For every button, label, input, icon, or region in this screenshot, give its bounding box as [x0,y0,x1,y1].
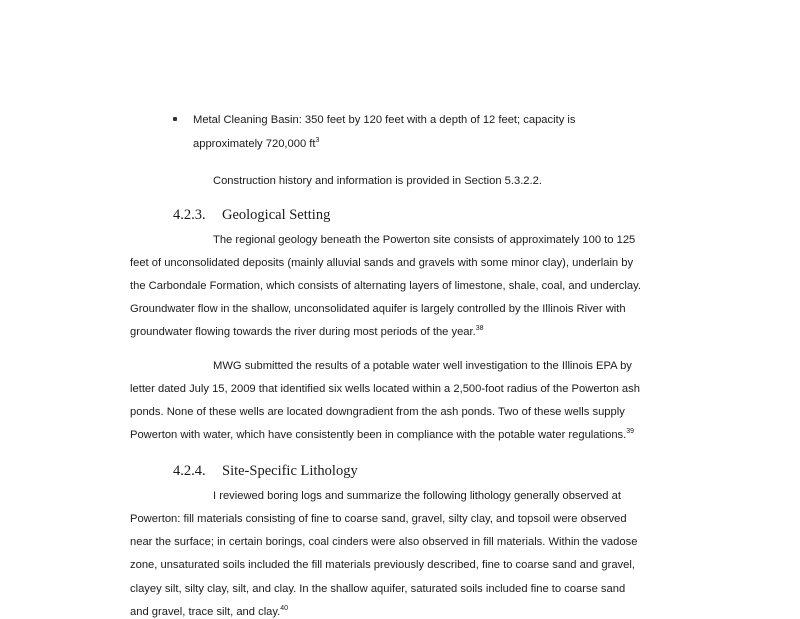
paragraph-line: the Carbondale Formation, which consists of alternating layers of limestone, shale, coal, and underclay. [130,280,641,292]
paragraph-line: letter dated July 15, 2009 that identified six wells located within a 2,500-foot radius of the Powerton ash [130,383,640,395]
section-number: 4.2.3. [173,207,206,223]
paragraph-line: MWG submitted the results of a potable water well investigation to the Illinois EPA by [213,360,632,372]
bullet-line-2-text: approximately 720,000 ft [193,138,316,150]
paragraph-text: and gravel, trace silt, and clay. [130,606,281,618]
section-title: Site-Specific Lithology [222,463,358,479]
section-heading-geological-setting [173,206,330,224]
paragraph-line [130,325,484,339]
paragraph-line [130,605,288,619]
bullet-line-1: Metal Cleaning Basin: 350 feet by 120 feet with a depth of 12 feet; capacity is [193,114,576,126]
paragraph-line: Groundwater flow in the shallow, unconsolidated aquifer is largely controlled by the Illinois River with [130,303,626,315]
footnote-ref-38: 38 [475,325,484,332]
bullet-marker [173,117,177,121]
construction-note: Construction history and information is provided in Section 5.3.2.2. [213,175,542,187]
paragraph-line: feet of unconsolidated deposits (mainly alluvial sands and gravels with some minor clay), underlain by [130,257,634,269]
paragraph-line: zone, unsaturated soils included the fill materials previously described, fine to coarse sand and gravel, [130,559,635,571]
paragraph-line [130,428,634,442]
footnote-ref-39: 39 [626,428,635,435]
paragraph-text: Powerton with water, which have consistently been in compliance with the potable water regulations. [130,429,627,441]
bullet-line-2 [193,137,319,151]
section-heading-site-specific-lithology [173,462,358,480]
section-title: Geological Setting [222,207,331,223]
footnote-ref-40: 40 [280,605,289,612]
paragraph-line: ponds. None of these wells are located downgradient from the ash ponds. Two of these wells supply [130,406,625,418]
paragraph-text: groundwater flowing towards the river during most periods of the year. [130,326,476,338]
paragraph-line: Powerton: fill materials consisting of fine to coarse sand, gravel, silty clay, and topsoil were observed [130,513,627,525]
paragraph-line: The regional geology beneath the Powerton site consists of approximately 100 to 125 [213,234,636,246]
paragraph-line: near the surface; in certain borings, coal cinders were also observed in fill materials. Within the vadose [130,536,638,548]
superscript-3: 3 [315,137,320,144]
paragraph-line: I reviewed boring logs and summarize the following lithology generally observed at [213,490,621,502]
section-number: 4.2.4. [173,463,206,479]
paragraph-line: clayey silt, silty clay, silt, and clay. In the shallow aquifer, saturated soils included fine to coarse sand [130,583,626,595]
